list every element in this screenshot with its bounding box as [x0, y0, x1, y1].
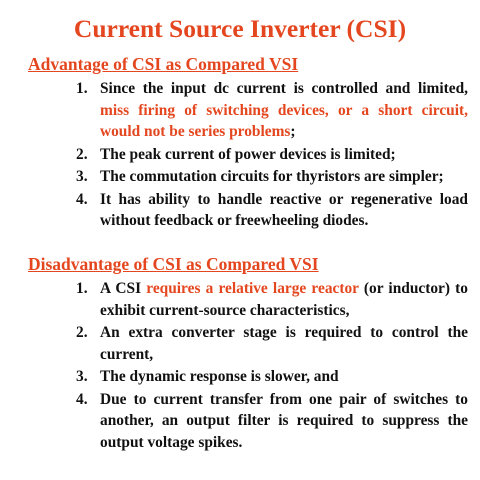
list-item-text: Due to current transfer from one pair of switches to another, an output filter is required to suppress the output voltage spikes.: [100, 390, 468, 451]
list-item-text: Since the input dc current is controlled and limited,: [100, 80, 468, 97]
list-item-text: The peak current of power devices is limited;: [100, 145, 396, 163]
advantages-heading: Advantage of CSI as Compared VSI: [28, 54, 299, 74]
list-item-text: An extra converter stage is required to control the current,: [100, 324, 468, 363]
list-item-number: 1.: [76, 280, 88, 297]
list-item-number: 3.: [76, 168, 88, 185]
list-item: [0, 322, 468, 365]
list-item: [0, 278, 468, 321]
list-item-text: ;: [290, 123, 296, 140]
highlighted-text: requires a relative large reactor: [146, 280, 359, 297]
disadvantages-list: [0, 278, 480, 454]
highlighted-text: miss firing of switching devices, or a short circuit, would not be series problems: [100, 101, 468, 140]
list-item: [0, 166, 468, 188]
advantages-list: [0, 78, 480, 233]
list-item-text: It has ability to handle reactive or regenerative load without feedback or freewheeling diodes.: [100, 190, 468, 229]
list-item-number: 1.: [76, 80, 88, 97]
slide-title: Current Source Inverter (CSI): [73, 14, 407, 43]
list-item-text: (or inductor) to exhibit current-source characteristics,: [100, 280, 468, 319]
list-item-text: The commutation circuits for thyristors are simpler;: [100, 168, 444, 185]
disadvantages-heading: Disadvantage of CSI as Compared VSI: [28, 254, 319, 274]
list-item: [0, 366, 468, 388]
list-item: [0, 389, 468, 454]
list-item-number: 2.: [76, 145, 88, 163]
list-item: [0, 78, 468, 143]
list-item-number: 4.: [76, 190, 88, 208]
list-item-text: The dynamic response is slower, and: [100, 368, 339, 385]
list-item: [0, 144, 468, 166]
list-item-number: 2.: [76, 324, 88, 341]
list-item-number: 4.: [76, 390, 88, 408]
list-item: [0, 189, 468, 232]
list-item-number: 3.: [76, 368, 88, 385]
list-item-text: A CSI: [100, 280, 147, 297]
